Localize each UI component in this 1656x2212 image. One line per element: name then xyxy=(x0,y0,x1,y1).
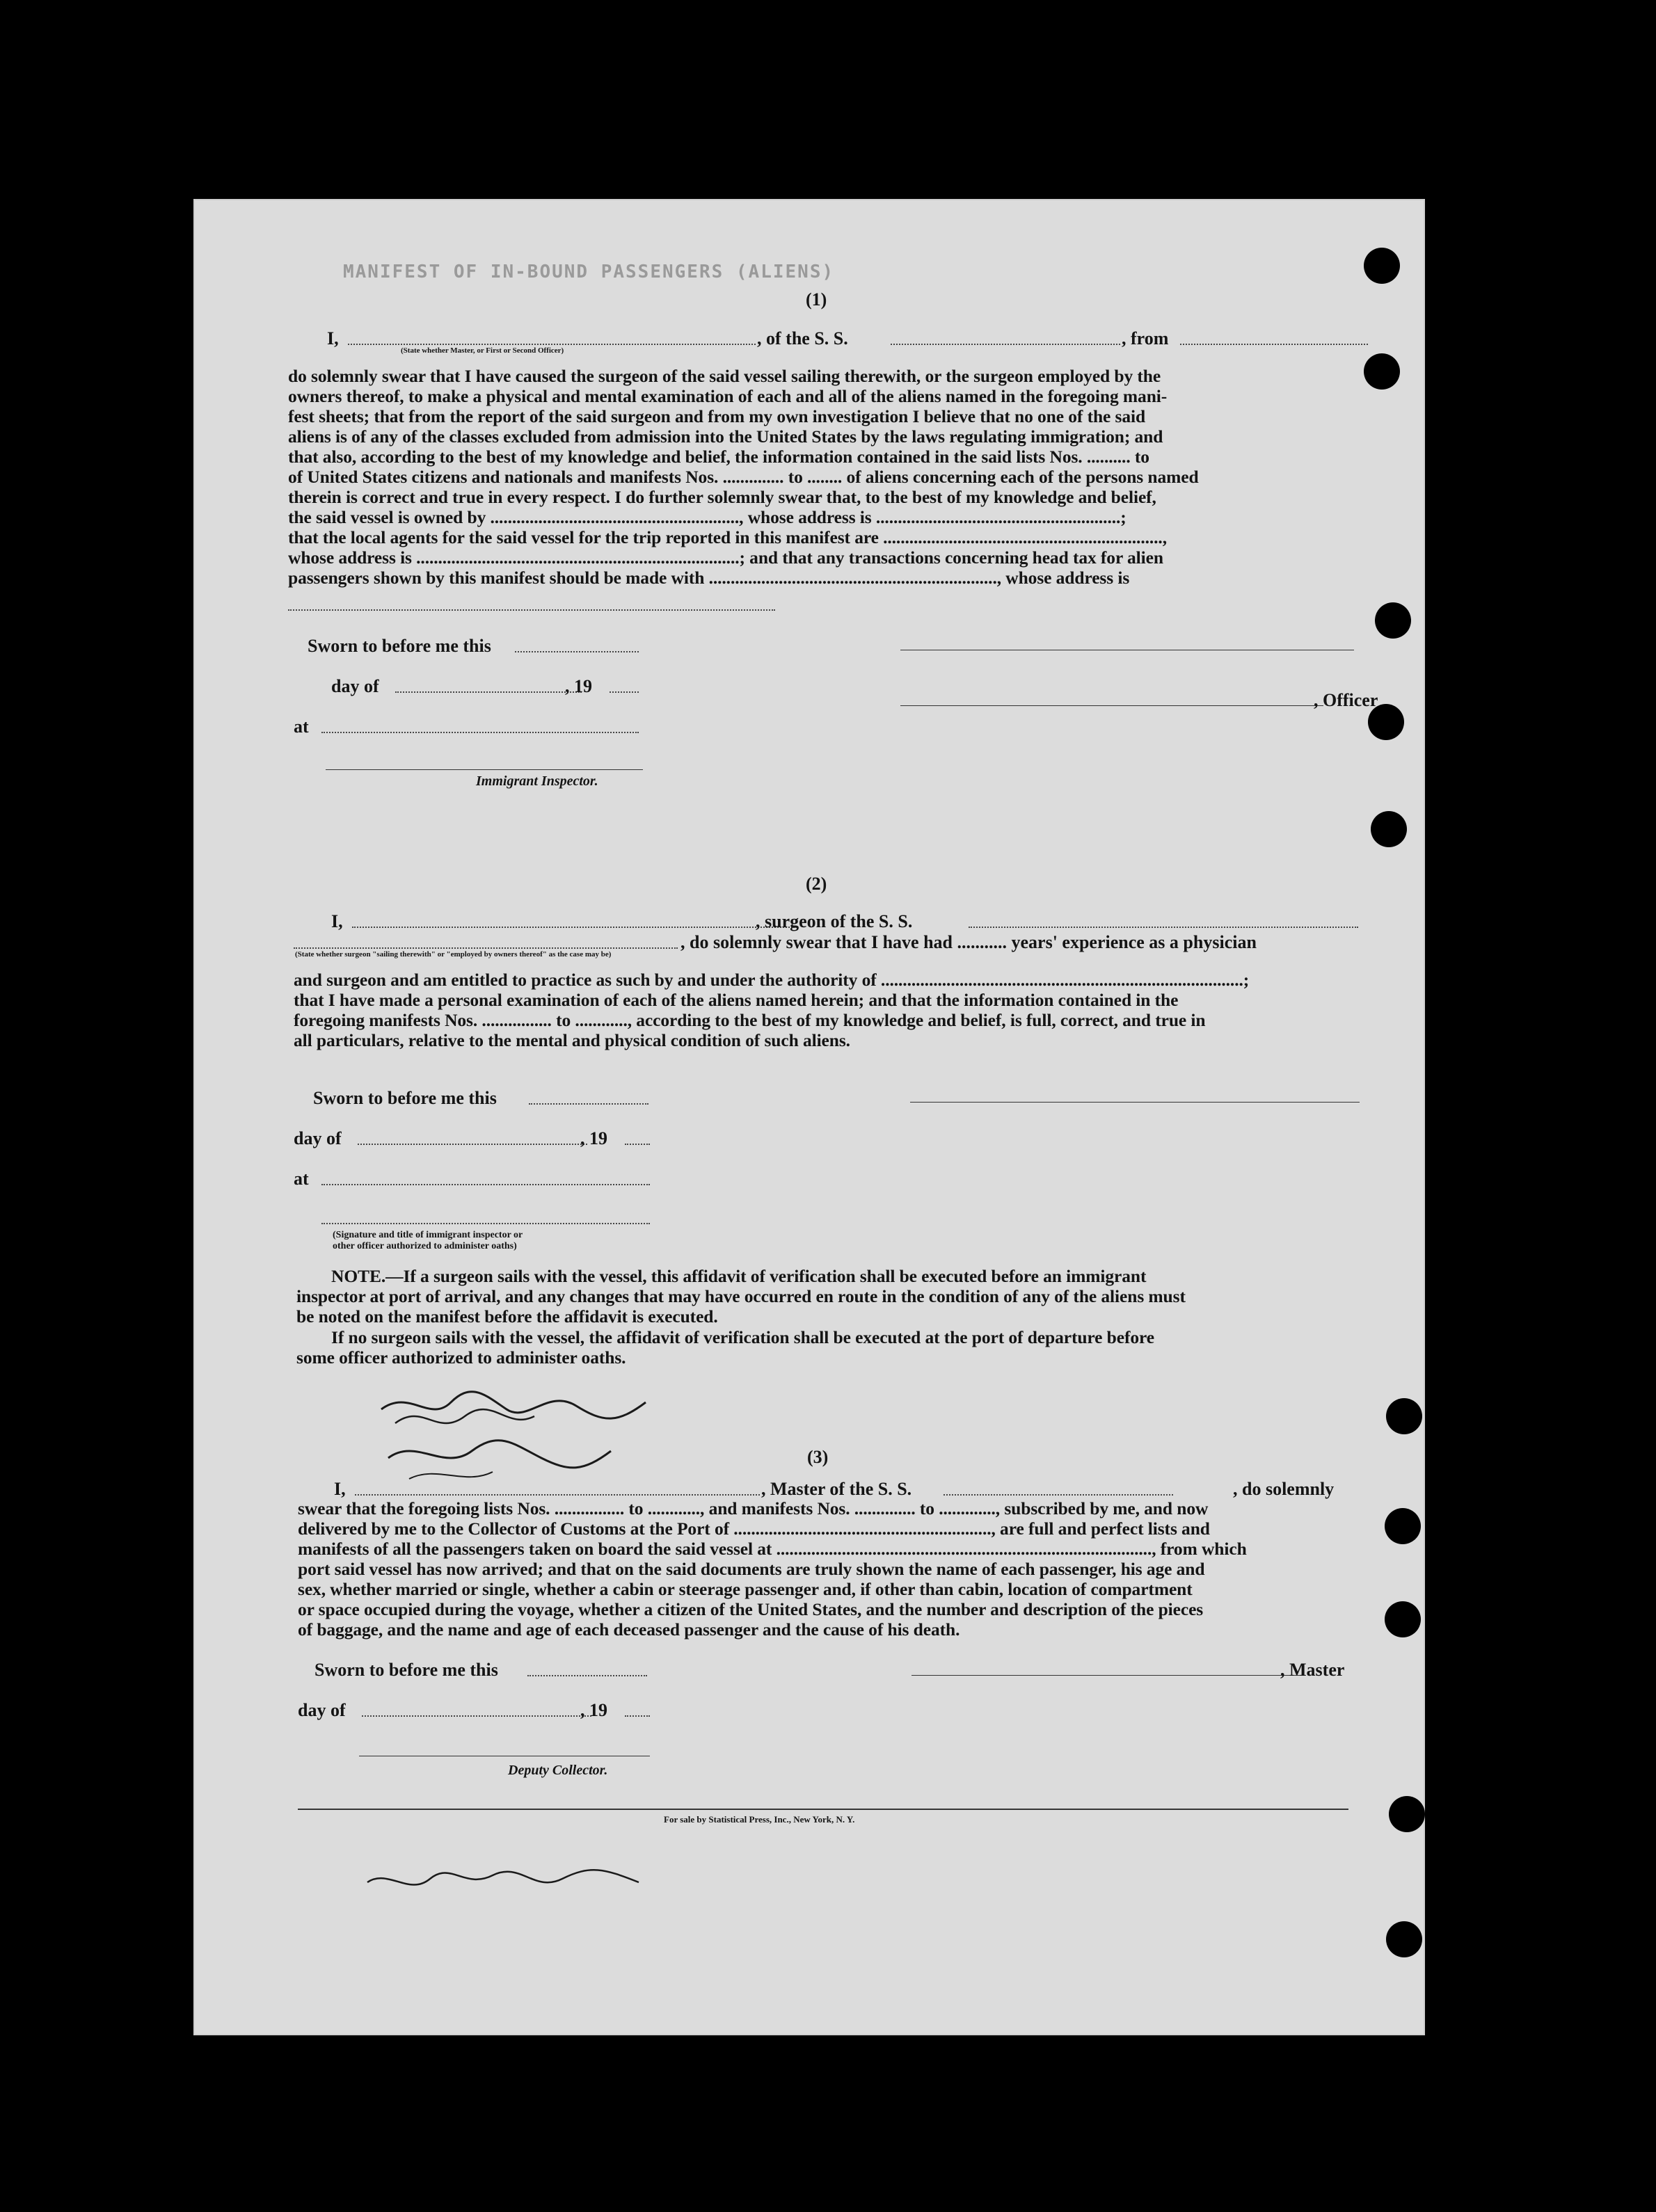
section-3-day-of: day of xyxy=(298,1700,346,1720)
section-1-year: , 19 xyxy=(565,676,592,696)
handwritten-signature xyxy=(367,1381,660,1493)
section-1-sworn: Sworn to before me this xyxy=(308,636,491,656)
section-1-year-line xyxy=(610,691,639,693)
section-3-body-line: swear that the foregoing lists Nos. ................ to ............, and manifests Nos. .............. to ............., subscribed by me, and now xyxy=(298,1498,1209,1518)
section-3-body-line: of baggage, and the name and age of each deceased passenger and the cause of his death. xyxy=(298,1619,960,1640)
section-1-of-ss: , of the S. S. xyxy=(757,328,848,348)
footer-rule xyxy=(298,1809,1348,1810)
section-3-master-line xyxy=(911,1675,1305,1676)
section-1-body-line: whose address is ..........................................................................; and that any transactions concerning head tax for alien xyxy=(288,547,1163,568)
section-2-surgeon-of: , surgeon of the S. S. xyxy=(756,911,913,931)
section-1-at: at xyxy=(294,716,309,737)
section-2-signature-line xyxy=(321,1223,650,1224)
binder-hole xyxy=(1389,1796,1425,1832)
section-3-body-line: delivered by me to the Collector of Customs at the Port of ..........................................................., are full and perfect lists and xyxy=(298,1518,1210,1539)
section-3-sworn: Sworn to before me this xyxy=(315,1660,498,1680)
section-1-at-line xyxy=(321,732,639,733)
section-2-body-line: that I have made a personal examination of each of the aliens named herein; and that the information contained in the xyxy=(294,990,1179,1010)
section-1-address-line xyxy=(288,609,775,611)
note-line: NOTE.—If a surgeon sails with the vessel, this affidavit of verification shall be executed before an immigrant xyxy=(331,1266,1147,1286)
section-2-name-line xyxy=(352,927,795,928)
section-3-year-line xyxy=(625,1715,650,1717)
section-3-body-line: or space occupied during the voyage, whether a citizen of the United States, and the number and description of the pieces xyxy=(298,1599,1204,1619)
section-1-day-of: day of xyxy=(331,676,379,696)
section-3-body-line: sex, whether married or single, whether a cabin or steerage passenger and, if other than cabin, location of compartment xyxy=(298,1579,1193,1599)
note-line: be noted on the manifest before the affidavit is executed. xyxy=(296,1306,718,1327)
section-1-officer-line xyxy=(900,705,1323,706)
section-2-ss-line xyxy=(969,927,1358,928)
section-1-body-line: passengers shown by this manifest should be made with .................................................................., whose address is xyxy=(288,568,1130,588)
section-2-year: , 19 xyxy=(580,1128,607,1148)
section-3-body-line: manifests of all the passengers taken on board the said vessel at ......................................................................................, from which xyxy=(298,1539,1247,1559)
section-2-sig-label: other officer authorized to administer oaths) xyxy=(333,1241,517,1251)
binder-hole xyxy=(1364,353,1400,390)
binder-hole xyxy=(1386,1398,1422,1434)
section-3-name-line xyxy=(355,1494,760,1496)
section-1-number: (1) xyxy=(806,289,827,310)
section-2-sworn: Sworn to before me this xyxy=(313,1088,497,1108)
section-2-at: at xyxy=(294,1169,309,1189)
section-3-day-line xyxy=(362,1715,591,1717)
section-2-line2: , do solemnly swear that I have had ........... years' experience as a physician xyxy=(680,932,1257,952)
section-2-body-line: foregoing manifests Nos. ................ to ............, according to the best of my knowledge and belief, is full, correct, and true in xyxy=(294,1010,1206,1030)
section-1-body-line: fest sheets; that from the report of the said surgeon and from my own investigation I believe that no one of the said xyxy=(288,406,1146,426)
section-3-body-line: port said vessel has now arrived; and that on the said documents are truly shown the name of each passenger, his age and xyxy=(298,1559,1205,1579)
section-2-sworn-line xyxy=(529,1103,648,1105)
section-1-body-line: therein is correct and true in every respect. I do further solemnly swear that, to the best of my knowledge and belief, xyxy=(288,487,1156,507)
section-2-body-line: and surgeon and am entitled to practice as such by and under the authority of ...................................................................................; xyxy=(294,970,1250,990)
section-1-sworn-line xyxy=(515,651,639,652)
section-1-body-line: that also, according to the best of my knowledge and belief, the information contained in the said lists Nos. .......... to xyxy=(288,447,1149,467)
binder-hole xyxy=(1386,1921,1422,1957)
section-2-day-line xyxy=(358,1144,587,1145)
section-1-inspector-label: Immigrant Inspector. xyxy=(476,774,598,789)
section-1-name-line xyxy=(348,344,756,345)
note-line: If no surgeon sails with the vessel, the affidavit of verification shall be executed at the port of departure before xyxy=(331,1327,1154,1347)
section-3-master: , Master xyxy=(1280,1660,1345,1680)
section-1-from-line xyxy=(1180,344,1368,345)
note-line: some officer authorized to administer oaths. xyxy=(296,1347,626,1368)
section-1-day-line xyxy=(395,691,582,693)
section-3-i: I, xyxy=(334,1479,346,1499)
bleed-through-header: MANIFEST OF IN-BOUND PASSENGERS (ALIENS) xyxy=(343,262,835,282)
manifest-page xyxy=(193,199,1425,2035)
section-1-ss-line xyxy=(891,344,1120,345)
section-1-inspector-line xyxy=(326,769,643,770)
binder-hole xyxy=(1385,1601,1421,1637)
section-3-number: (3) xyxy=(807,1447,829,1467)
section-3-sworn-line xyxy=(527,1675,647,1676)
binder-hole xyxy=(1375,602,1411,639)
section-1-body-line: the said vessel is owned by ........................................................., whose address is ........................................................; xyxy=(288,507,1126,527)
section-2-role-line xyxy=(294,947,678,949)
section-2-sig-label: (Signature and title of immigrant inspector or xyxy=(333,1230,523,1240)
binder-hole xyxy=(1364,248,1400,284)
section-2-year-line xyxy=(625,1144,650,1145)
section-2-at-line xyxy=(321,1184,650,1185)
section-1-body-line: that the local agents for the said vessel for the trip reported in this manifest are ................................................................, xyxy=(288,527,1167,547)
section-2-i: I, xyxy=(331,911,343,931)
section-1-from: , from xyxy=(1122,328,1169,348)
section-1-body-line: of United States citizens and nationals and manifests Nos. .............. to ........ of aliens concerning each of the persons named xyxy=(288,467,1199,487)
handwritten-signature xyxy=(360,1861,653,1903)
section-1-officer: , Officer xyxy=(1314,690,1378,710)
note-line: inspector at port of arrival, and any changes that may have occurred en route in the condition of any of the aliens must xyxy=(296,1286,1186,1306)
section-2-body-line: all particulars, relative to the mental and physical condition of such aliens. xyxy=(294,1030,850,1050)
section-1-body-line: owners thereof, to make a physical and mental examination of each and all of the aliens named in the foregoing mani- xyxy=(288,386,1168,406)
footer-imprint: For sale by Statistical Press, Inc., New York, N. Y. xyxy=(664,1814,855,1825)
section-1-i: I, xyxy=(327,328,339,348)
section-3-ss-line xyxy=(944,1494,1173,1496)
section-3-solemnly: , do solemnly xyxy=(1233,1479,1335,1499)
binder-hole xyxy=(1371,811,1407,847)
section-3-year: , 19 xyxy=(580,1700,607,1720)
section-1-sub-label: (State whether Master, or First or Second Officer) xyxy=(401,346,564,355)
section-2-sub-label: (State whether surgeon "sailing therewith" or "employed by owners thereof" as the case may be) xyxy=(295,950,612,959)
section-2-officer-line xyxy=(910,1102,1360,1103)
section-3-master-of: , Master of the S. S. xyxy=(761,1479,912,1499)
section-1-body-line: do solemnly swear that I have caused the surgeon of the said vessel sailing therewith, or the surgeon employed by the xyxy=(288,366,1161,386)
section-1-body-line: aliens is of any of the classes excluded from admission into the United States by the laws regulating immigration; and xyxy=(288,426,1163,447)
section-2-day-of: day of xyxy=(294,1128,342,1148)
binder-hole xyxy=(1385,1508,1421,1544)
section-2-number: (2) xyxy=(806,874,827,894)
section-3-deputy-label: Deputy Collector. xyxy=(508,1763,608,1778)
